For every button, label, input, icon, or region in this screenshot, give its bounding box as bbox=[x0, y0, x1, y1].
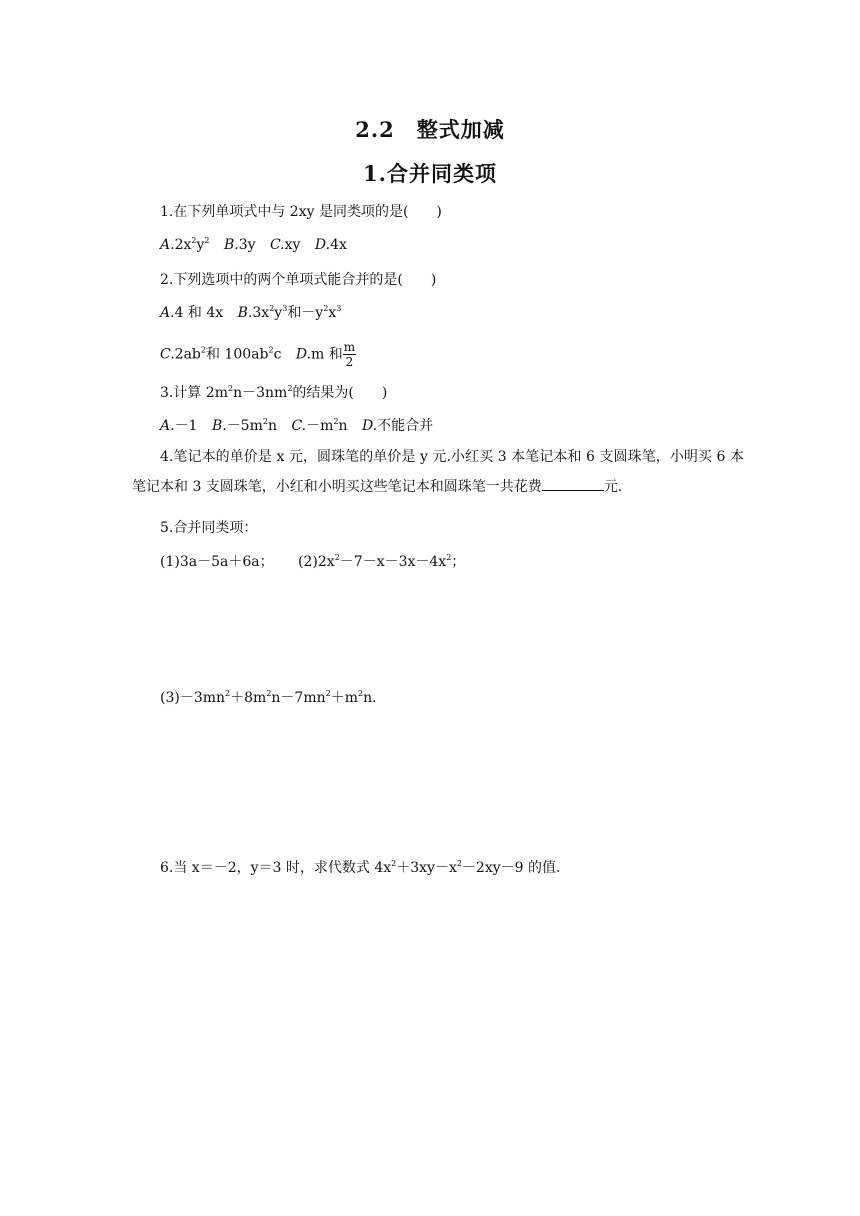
q2-option-b: 3x bbox=[252, 305, 270, 321]
q2-options-cd: $C.2ab^2$和 $100ab^2c$ D.m 和 $\frac{m}{2}$ bbox=[160, 340, 356, 369]
q3-option-a: －1 bbox=[174, 418, 198, 434]
fraction-m-over-2: $\frac{m}{2}$ bbox=[343, 340, 356, 369]
q5-part-1: (1)3a－5a＋6a； bbox=[160, 554, 274, 570]
q1-option-c-label: C. bbox=[269, 237, 285, 253]
q2-stem: 2.下列选项中的两个单项式能合并的是( ) bbox=[160, 272, 437, 288]
q4-paragraph: 4.笔记本的单价是 x 元，圆珠笔的单价是 y 元.小红买 3 本笔记本和 6 支圆珠笔，小明买 6 本笔记本和 3 支圆珠笔，小红和小明买这些笔记本和圆珠笔一共花费 元. bbox=[132, 449, 744, 495]
q3-option-d-label: D. bbox=[361, 418, 378, 434]
q3-option-b: －5m bbox=[226, 418, 263, 434]
q3-options: A.－1 $B.-5m^2n$ $C.-m^2n$ D.不能合并 bbox=[160, 417, 434, 434]
q1-option-a-label: A. bbox=[160, 237, 175, 253]
q2-options-ab: A.4 和 4x $B.3x^2y^3$和$-y^2x^3$ bbox=[160, 304, 342, 321]
answer-blank[interactable] bbox=[542, 476, 604, 491]
q3-option-a-label: A. bbox=[160, 418, 175, 434]
q1-option-d: 4x bbox=[330, 237, 347, 253]
q1-option-b-label: B. bbox=[223, 237, 239, 253]
subsection-title: 1.合并同类项 bbox=[363, 161, 497, 186]
q1-option-d-label: D. bbox=[314, 237, 331, 253]
q3-stem: 3.计算 $2m^2n-3nm^2$的结果为( ) bbox=[160, 384, 388, 401]
q2-option-b-label: B. bbox=[237, 305, 253, 321]
q5-part-3: $(3)-3mn^2+8m^2n-7mn^2+m^2n$. bbox=[160, 689, 377, 706]
q3-option-c-label: C. bbox=[291, 418, 307, 434]
q5-parts-1-2: (1)3a－5a＋6a； $(2)2x^2-7-x-3x-4x^2$； bbox=[160, 553, 466, 570]
q3-option-b-label: B. bbox=[211, 418, 227, 434]
q3-option-d: 不能合并 bbox=[377, 418, 434, 434]
q2-option-d: m 和 bbox=[311, 346, 343, 363]
q1-stem: 1.在下列单项式中与 2xy 是同类项的是( ) bbox=[160, 204, 442, 220]
q2-option-a: 4 和 4x bbox=[174, 305, 224, 321]
q2-option-c: 2ab bbox=[174, 346, 201, 363]
q2-option-a-label: A. bbox=[160, 305, 175, 321]
q5-stem: 5.合并同类项： bbox=[160, 520, 258, 536]
q1-option-b: 3y bbox=[238, 237, 256, 253]
q1-option-c: xy bbox=[284, 237, 301, 253]
q5-part-2: (2)2x bbox=[298, 554, 335, 570]
q3-option-c: －m bbox=[306, 418, 334, 434]
q2-option-c-label: C. bbox=[160, 346, 175, 363]
q1-option-a: 2x bbox=[174, 237, 192, 253]
section-title: 2.2 整式加减 bbox=[355, 117, 505, 142]
q2-option-d-label: D. bbox=[295, 346, 312, 363]
q1-options: $A.2x^2y^2$ B.3y C.xy D.4x bbox=[160, 236, 347, 253]
q6-stem: 6.当 x＝－2，y＝3 时，求代数式 $4x^2+3xy-x^2-2xy-9$ 的值. bbox=[160, 859, 561, 876]
